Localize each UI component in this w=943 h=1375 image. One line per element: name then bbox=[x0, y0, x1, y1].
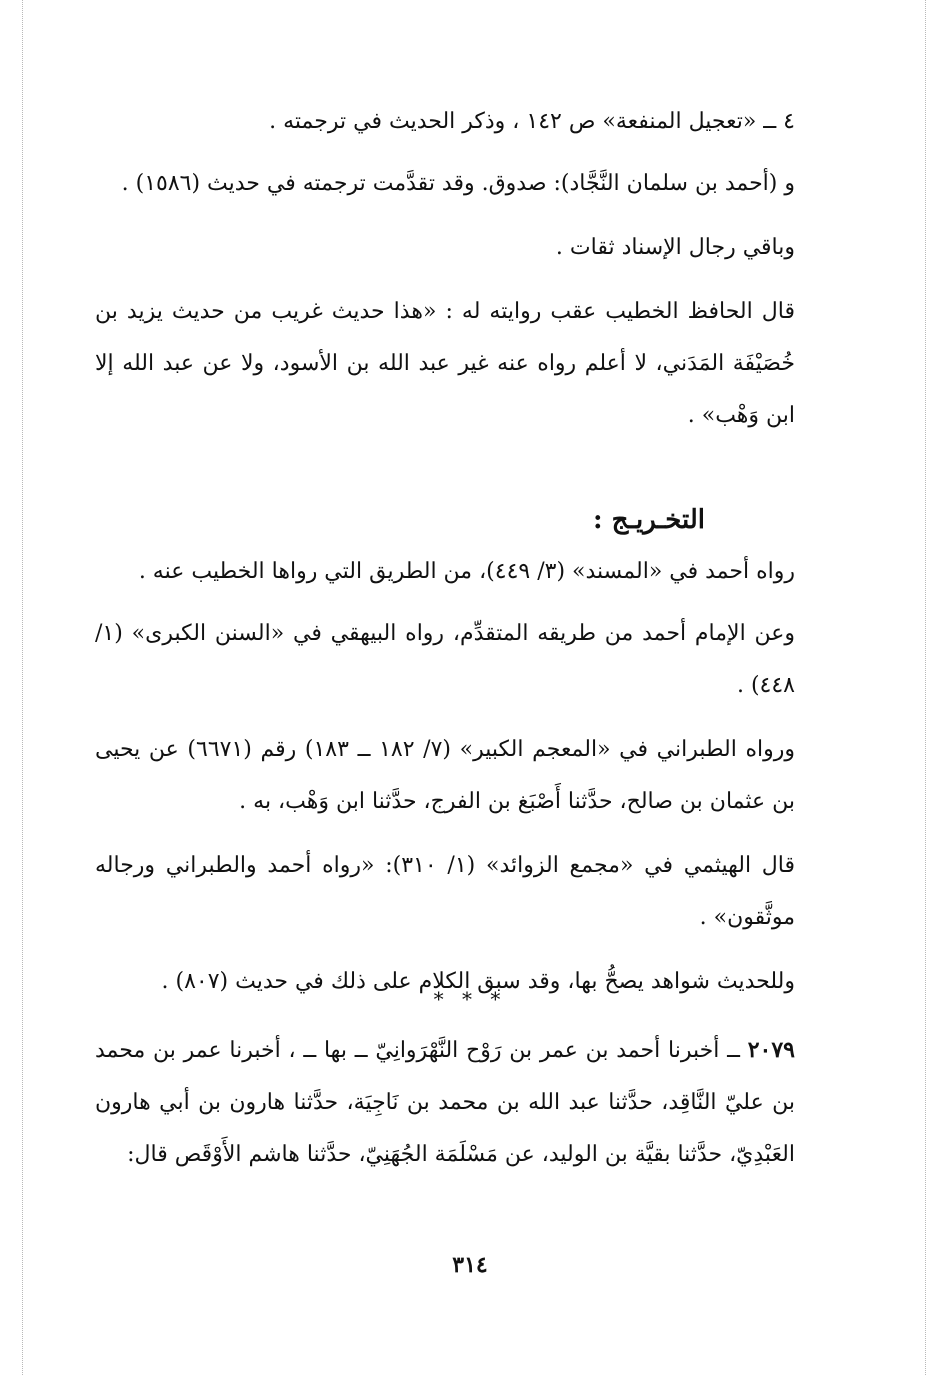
paragraph-bayhaqi: وعن الإمام أحمد من طريقه المتقدِّم، رواه البيهقي في «السنن الكبرى» (١/ ٤٤٨) . bbox=[95, 621, 795, 698]
hadith-number: ٢٠٧٩ bbox=[747, 1037, 795, 1063]
paragraph-tabarani: ورواه الطبراني في «المعجم الكبير» (٧/ ١٨٢ ــ ١٨٣) رقم (٦٦٧١) عن يحيى بن عثمان بن صالح، حدَّثنا أَصْبَغ بن الفرج، حدَّثنا ابن وَهْب، به . bbox=[95, 737, 796, 814]
paragraph-isnad-note: وباقي رجال الإسناد ثقات . bbox=[555, 235, 795, 260]
section-heading-takhrij: التخـريـج : bbox=[592, 505, 705, 535]
paragraph-shawahid: وللحديث شواهد يصحُّ بها، وقد سبق الكلام على ذلك في حديث (٨٠٧) . bbox=[161, 969, 795, 994]
paragraph-ahmad-musnad: رواه أحمد في «المسند» (٣/ ٤٤٩)، من الطريق التي رواها الخطيب عنه . bbox=[138, 559, 795, 584]
paragraph-footnote-4: ٤ ــ «تعجيل المنفعة» ص ١٤٢ ، وذكر الحديث في ترجمته . bbox=[269, 109, 795, 134]
text-block-top bbox=[95, 96, 795, 442]
left-margin-rule bbox=[22, 0, 23, 1375]
section-separator: * * * bbox=[433, 987, 507, 1011]
text-block-hadith bbox=[95, 1024, 795, 1181]
page-number: ٣١٤ bbox=[452, 1252, 488, 1278]
paragraph-khatib-quote: قال الحافظ الخطيب عقب روايته له : «هذا حديث غريب من حديث يزيد بن خُصَيْفَة المَدَني، لا أعلم رواه عنه غير عبد الله بن الأسود، ولا عن عبد الله إلا ابن وَهْب» . bbox=[95, 299, 795, 428]
paragraph-narrator-note: و (أحمد بن سلمان النَّجَّاد): صدوق. وقد تقدَّمت ترجمته في حديث (١٥٨٦) . bbox=[121, 171, 795, 196]
paragraph-haythami: قال الهيثمي في «مجمع الزوائد» (١/ ٣١٠): «رواه أحمد والطبراني ورجاله موثَّقون» . bbox=[95, 853, 796, 930]
hadith-isnad-text: ــ أخبرنا أحمد بن عمر بن رَوْح النَّهْرَوانِيّ ــ بها ــ ، أخبرنا عمر بن محمد بن عليّ النَّاقِد، حدَّثنا عبد الله بن محمد بن نَاجِيَة، حدَّثنا هارون بن أبي هارون العَبْدِيّ، حدَّثنا بقيَّة بن الوليد، عن مَسْلَمَة الجُهَنِيّ، حدَّثنا هاشم الأَوْقَص قال: bbox=[95, 1038, 795, 1167]
text-block-takhrij bbox=[95, 546, 795, 1008]
right-margin-rule bbox=[925, 0, 926, 1375]
paragraph-hadith-2079 bbox=[95, 1024, 795, 1181]
